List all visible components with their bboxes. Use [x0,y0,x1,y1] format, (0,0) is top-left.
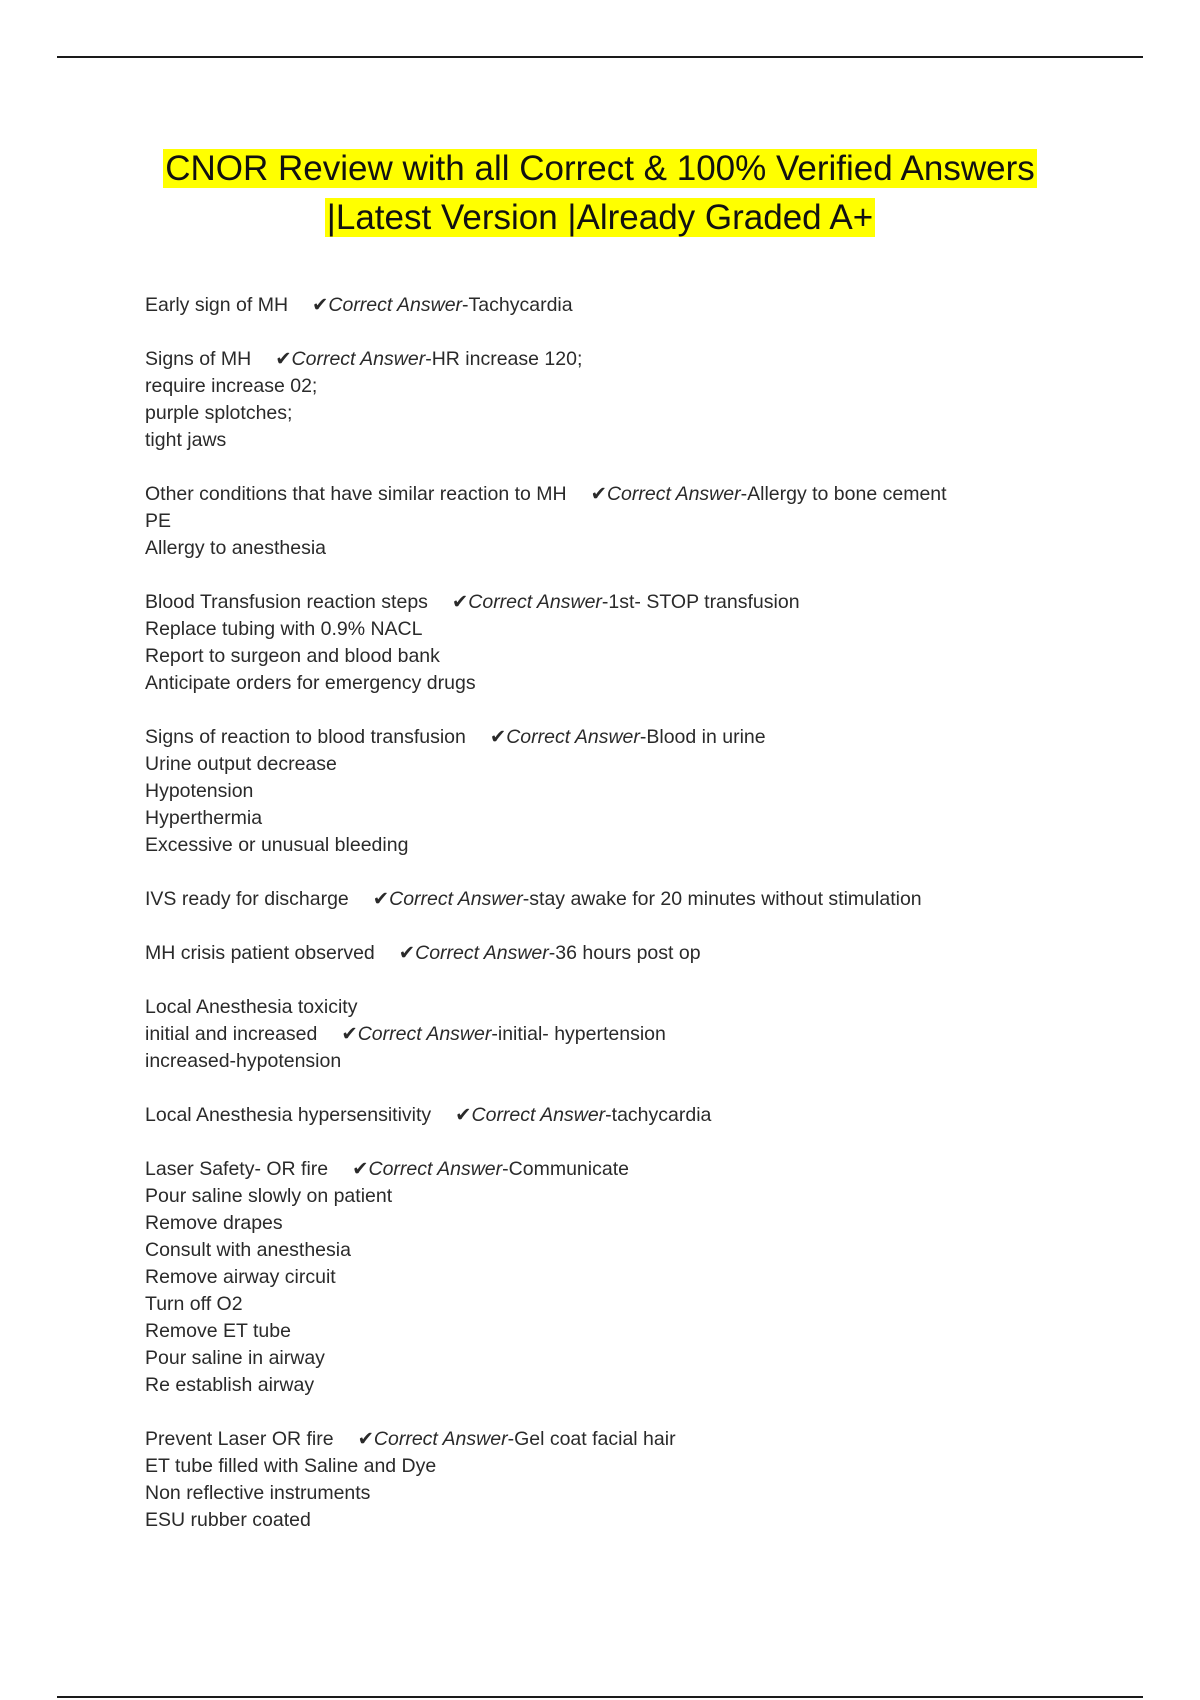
answer-separator: - [740,483,748,505]
correct-answer-label: Correct Answer [368,1158,503,1180]
qa-item [145,589,1125,697]
answer-separator: - [462,294,469,316]
checkmark-icon: ✔ [489,726,507,748]
qa-first-line [145,589,1125,616]
answer-continuation-line: Excessive or unusual bleeding [145,834,409,856]
answer-continuation-line: ET tube filled with Saline and Dye [145,1455,437,1477]
answer-continuation-line: tight jaws [145,429,227,451]
qa-first-line [145,1102,1125,1129]
answer-continuation-line: Pour saline in airway [145,1347,325,1369]
document-title [100,144,1100,242]
answer-continuation-line: Allergy to anesthesia [145,537,327,559]
answer-separator: - [502,1158,509,1180]
checkmark-icon: ✔ [352,1158,369,1180]
correct-answer-label: Correct Answer [471,1104,606,1126]
answer-separator: - [522,888,530,910]
answer-continuation-line: Turn off O2 [145,1293,243,1315]
qa-first-line [145,1156,1125,1183]
qa-item [145,481,1125,562]
question-text: Signs of MH [145,348,252,370]
question-pre-text: Local Anesthesia toxicity [145,996,358,1018]
qa-item [145,1102,1125,1129]
answer-text: Communicate [508,1158,629,1180]
title-line-2: |Latest Version |Already Graded A+ [326,198,874,237]
answer-continuation-line: Urine output decrease [145,753,337,775]
answer-continuation-line: Non reflective instruments [145,1482,371,1504]
answer-separator: - [425,348,432,370]
answer-continuation-line: purple splotches; [145,402,293,424]
checkmark-icon: ✔ [275,348,292,370]
qa-item [145,940,1125,967]
correct-answer-label: Correct Answer [606,483,741,505]
checkmark-icon: ✔ [372,888,390,910]
answer-text: Gel coat facial hair [514,1428,676,1450]
answer-continuation-line: PE [145,510,172,532]
checkmark-icon: ✔ [357,1428,374,1450]
answer-continuation-line: Anticipate orders for emergency drugs [145,672,476,694]
answer-continuation-line: Re establish airway [145,1374,315,1396]
qa-item [145,1156,1125,1399]
answer-separator: - [605,1104,612,1126]
question-text: Early sign of MH [145,294,289,316]
question-text: Laser Safety- OR fire [145,1158,329,1180]
answer-separator: - [601,591,609,613]
checkmark-icon: ✔ [451,591,469,613]
checkmark-icon: ✔ [398,942,416,964]
answer-separator: - [639,726,647,748]
qa-item [145,1426,1125,1534]
answer-continuation-line: Pour saline slowly on patient [145,1185,393,1207]
answer-continuation-line: Remove airway circuit [145,1266,336,1288]
qa-first-line [145,886,1125,913]
qa-item [145,346,1125,454]
question-text: Other conditions that have similar reaction to MH [145,483,567,505]
qa-first-line [145,724,1125,751]
answer-text: Blood in urine [646,726,766,748]
answer-continuation-line: Remove ET tube [145,1320,291,1342]
correct-answer-label: Correct Answer [506,726,640,748]
qa-first-line [145,481,1125,508]
qa-first-line [145,1021,1125,1048]
answer-text: Allergy to bone cement [747,483,947,505]
answer-separator: - [491,1023,498,1045]
title-line-1: CNOR Review with all Correct & 100% Verified Answers [165,149,1035,188]
qa-first-line [145,346,1125,373]
bottom-rule [57,1696,1143,1698]
answer-continuation-line: Remove drapes [145,1212,283,1234]
question-text: Signs of reaction to blood transfusion [145,726,466,748]
qa-item [145,994,1125,1075]
answer-continuation-line: Hyperthermia [145,807,263,829]
correct-answer-label: Correct Answer [468,591,602,613]
qa-item [145,292,1125,319]
correct-answer-label: Correct Answer [389,888,523,910]
checkmark-icon: ✔ [312,294,329,316]
answer-continuation-line: Consult with anesthesia [145,1239,351,1261]
checkmark-icon: ✔ [455,1104,472,1126]
qa-item [145,724,1125,859]
answer-continuation-line: require increase 02; [145,375,318,397]
qa-first-line [145,1426,1125,1453]
qa-first-line [145,940,1125,967]
answer-text: stay awake for 20 minutes without stimulation [529,888,922,910]
answer-text: initial- hypertension [497,1023,666,1045]
answer-separator: - [548,942,556,964]
answer-text: tachycardia [611,1104,712,1126]
correct-answer-label: Correct Answer [415,942,549,964]
correct-answer-label: Correct Answer [328,294,463,316]
answer-continuation-line: increased-hypotension [145,1050,342,1072]
answer-separator: - [507,1428,515,1450]
question-text: Blood Transfusion reaction steps [145,591,428,613]
question-text: initial and increased [145,1023,318,1045]
answer-continuation-line: Report to surgeon and blood bank [145,645,440,667]
qa-first-line [145,292,1125,319]
question-text: IVS ready for discharge [145,888,349,910]
answer-text: Tachycardia [468,294,573,316]
answer-continuation-line: Hypotension [145,780,254,802]
answer-text: 1st- STOP transfusion [608,591,800,613]
correct-answer-label: Correct Answer [373,1428,508,1450]
question-text: Prevent Laser OR fire [145,1428,334,1450]
checkmark-icon: ✔ [341,1023,358,1045]
question-text: Local Anesthesia hypersensitivity [145,1104,432,1126]
answer-text: HR increase 120; [431,348,583,370]
qa-list [145,292,1125,1561]
question-text: MH crisis patient observed [145,942,375,964]
top-rule [57,56,1143,58]
answer-text: 36 hours post op [555,942,701,964]
answer-continuation-line: Replace tubing with 0.9% NACL [145,618,423,640]
checkmark-icon: ✔ [590,483,607,505]
correct-answer-label: Correct Answer [357,1023,492,1045]
qa-item [145,886,1125,913]
answer-continuation-line: ESU rubber coated [145,1509,311,1531]
correct-answer-label: Correct Answer [291,348,426,370]
